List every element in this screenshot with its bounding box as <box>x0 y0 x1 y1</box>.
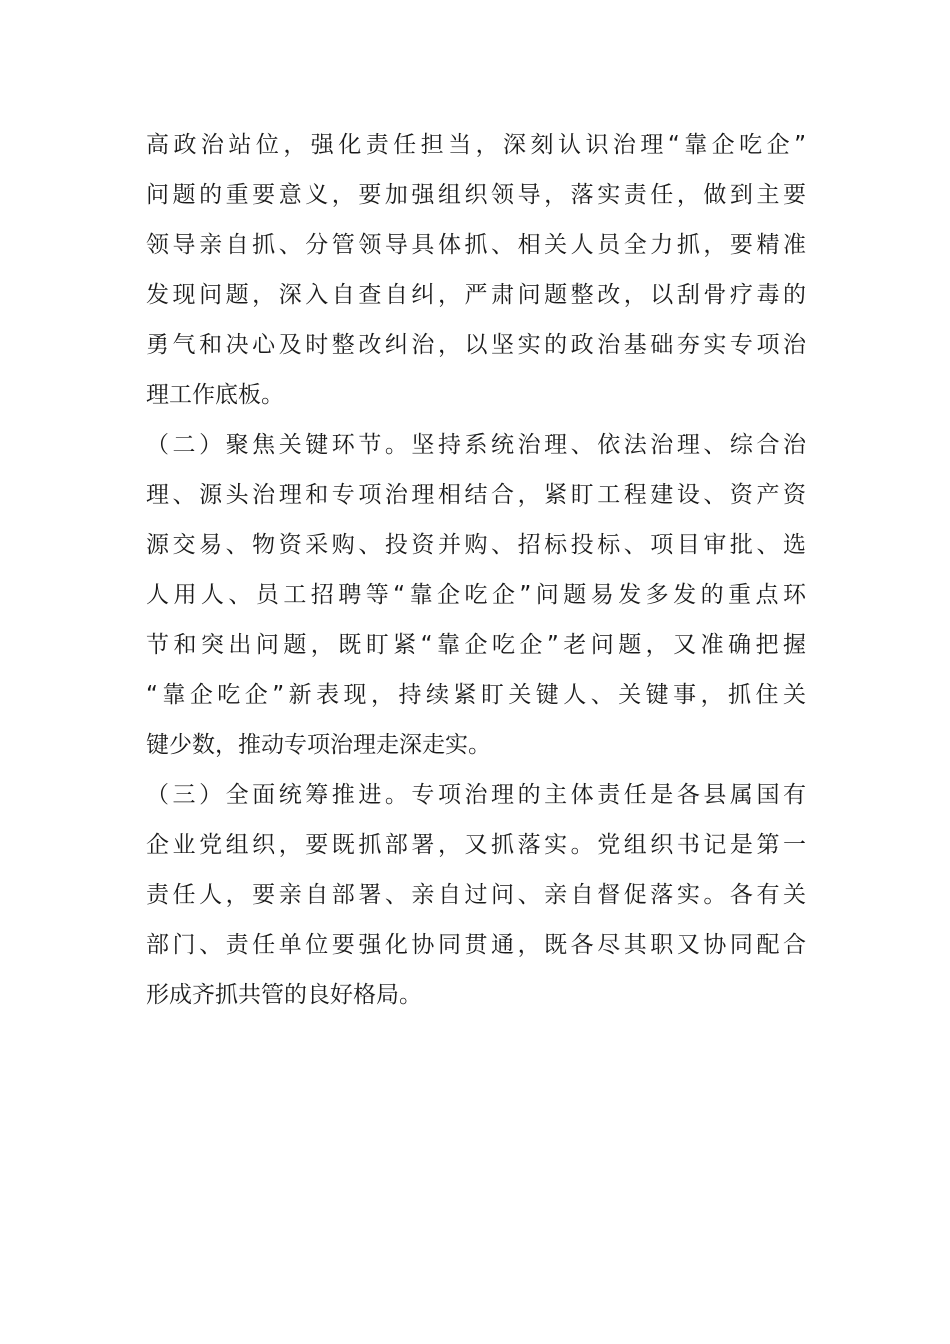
text-line: 形成齐抓共管的良好格局。 <box>146 982 422 1008</box>
text-line: 领导亲自抓、分管领导具体抓、相关人员全力抓，要精准 <box>146 232 806 258</box>
paragraph-political-stance <box>146 120 806 420</box>
text-line: 理工作底板。 <box>146 382 284 408</box>
text-line: （三）全面统筹推进。专项治理的主体责任是各县属国有 <box>146 782 806 808</box>
text-line: 责任人，要亲自部署、亲自过问、亲自督促落实。各有关 <box>146 882 806 908</box>
text-line: 发现问题，深入自查自纠，严肃问题整改，以刮骨疗毒的 <box>146 282 806 308</box>
text-line: 理、源头治理和专项治理相结合，紧盯工程建设、资产资 <box>146 482 806 508</box>
paragraph-key-links <box>146 420 806 770</box>
text-line: 节和突出问题，既盯紧“靠企吃企”老问题，又准确把握 <box>146 632 806 658</box>
text-line: 高政治站位，强化责任担当，深刻认识治理“靠企吃企” <box>146 132 806 158</box>
text-line: 源交易、物资采购、投资并购、招标投标、项目审批、选 <box>146 532 806 558</box>
text-line: （二）聚焦关键环节。坚持系统治理、依法治理、综合治 <box>146 432 806 458</box>
text-line: 企业党组织，要既抓部署，又抓落实。党组织书记是第一 <box>146 832 806 858</box>
document-body <box>146 120 806 1020</box>
paragraph-overall-coordination <box>146 770 806 1020</box>
text-line: 问题的重要意义，要加强组织领导，落实责任，做到主要 <box>146 182 806 208</box>
text-line: “靠企吃企”新表现，持续紧盯关键人、关键事，抓住关 <box>146 682 806 708</box>
text-line: 部门、责任单位要强化协同贯通，既各尽其职又协同配合 <box>146 932 806 958</box>
text-line: 勇气和决心及时整改纠治，以坚实的政治基础夯实专项治 <box>146 332 806 358</box>
text-line: 人用人、员工招聘等“靠企吃企”问题易发多发的重点环 <box>146 582 806 608</box>
text-line: 键少数，推动专项治理走深走实。 <box>146 732 491 758</box>
